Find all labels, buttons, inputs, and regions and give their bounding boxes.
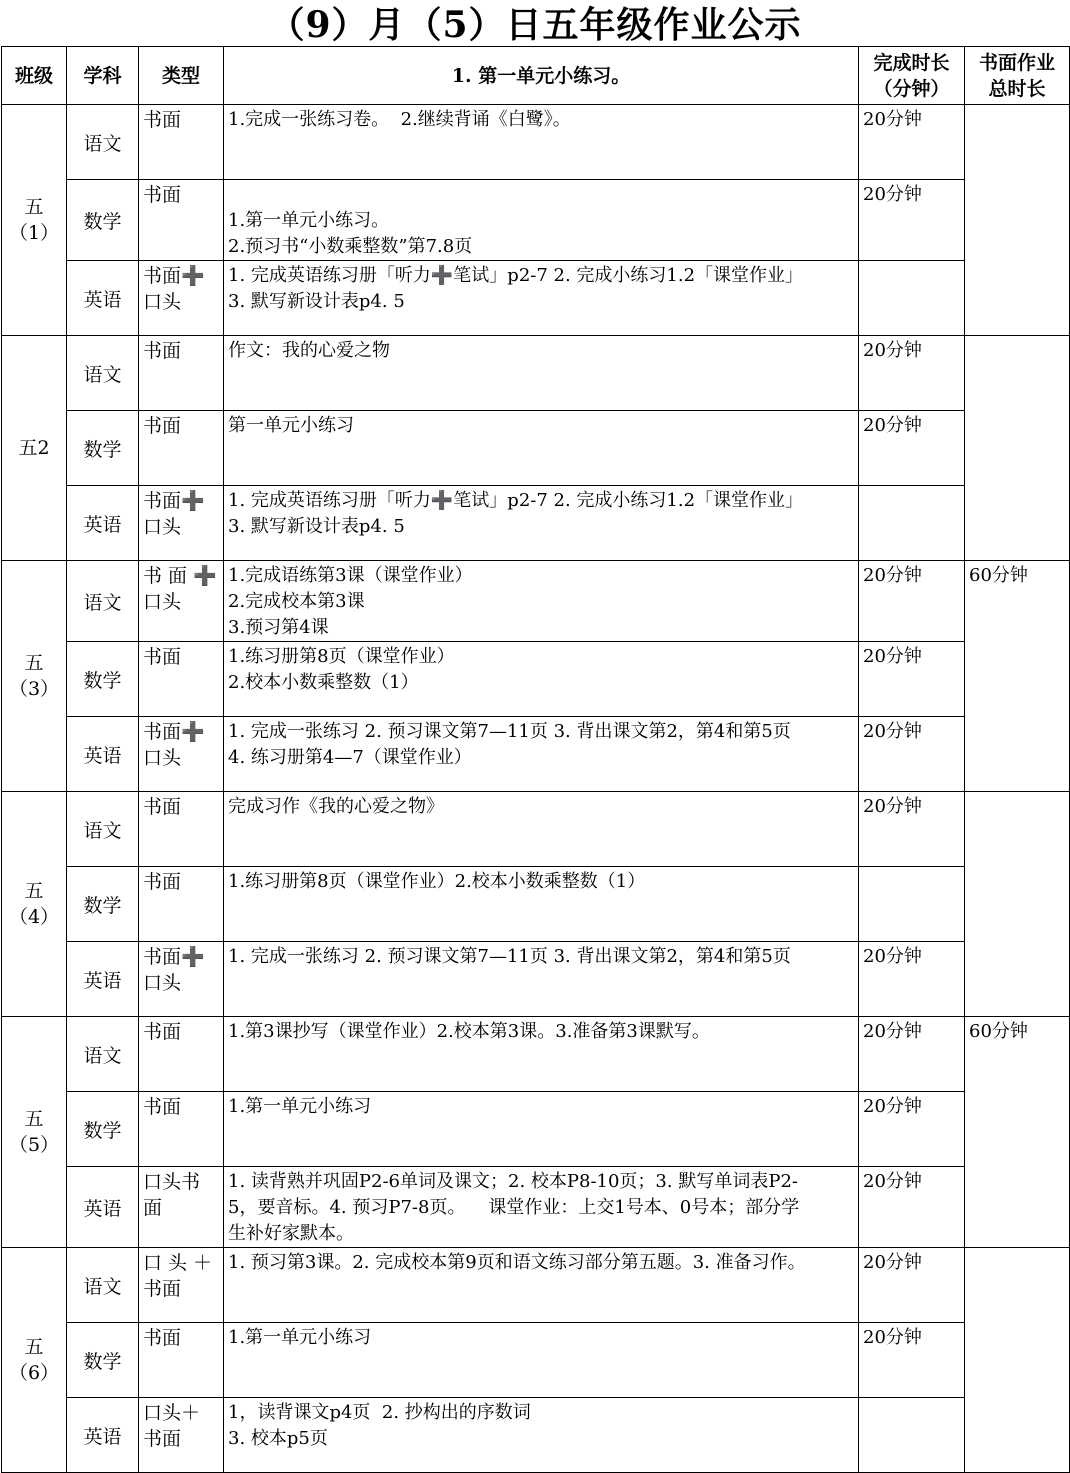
total-duration-cell: 60分钟 [965,561,1070,792]
type-cell: 书面➕ 口头 [139,942,224,1017]
table-row [2,792,1070,867]
header-total: 书面作业 总时长 [965,47,1070,105]
subject-cell: 语文 [67,792,139,867]
content-cell: 1.练习册第8页（课堂作业） 2.校本小数乘整数（1） [224,642,859,717]
type-cell: 书面 [139,1017,224,1092]
content-cell: 第一单元小练习 [224,411,859,486]
table-row [2,561,1070,642]
header-subject: 学科 [67,47,139,105]
duration-cell: 20分钟 [859,717,965,792]
page-title: （9）月（5）日五年级作业公示 [268,4,802,46]
duration-cell [859,261,965,336]
content-cell: 1.第一单元小练习 [224,1092,859,1167]
duration-cell: 20分钟 [859,1167,965,1248]
content-cell: 1.完成语练第3课（课堂作业） 2.完成校本第3课 3.预习第4课 [224,561,859,642]
type-cell: 书面➕ 口头 [139,486,224,561]
subject-cell: 数学 [67,642,139,717]
content-cell: 1. 完成英语练习册「听力➕笔试」p2-7 2. 完成小练习1.2「课堂作业」 3. 默写新设计表p4. 5 [224,261,859,336]
class-cell: 五 （5） [2,1017,67,1248]
duration-cell: 20分钟 [859,792,965,867]
type-cell: 书面 [139,642,224,717]
duration-cell [859,486,965,561]
subject-cell: 语文 [67,1017,139,1092]
duration-cell: 20分钟 [859,336,965,411]
class-cell: 五2 [2,336,67,561]
subject-cell: 英语 [67,717,139,792]
header-duration: 完成时长 （分钟） [859,47,965,105]
subject-cell: 英语 [67,942,139,1017]
duration-cell: 20分钟 [859,1017,965,1092]
type-cell: 书面 [139,867,224,942]
duration-cell: 20分钟 [859,105,965,180]
table-row [2,105,1070,180]
content-cell: 1. 完成一张练习 2. 预习课文第7—11页 3. 背出课文第2，第4和第5页 [224,942,859,1017]
table-row [2,261,1070,336]
duration-cell: 20分钟 [859,1323,965,1398]
duration-cell: 20分钟 [859,411,965,486]
total-duration-cell [965,1248,1070,1473]
subject-cell: 语文 [67,1248,139,1323]
total-duration-cell [965,792,1070,1017]
type-cell: 书面 [139,180,224,261]
type-cell: 书面 [139,105,224,180]
duration-cell: 20分钟 [859,180,965,261]
table-row [2,1248,1070,1323]
type-cell: 书面 [139,1323,224,1398]
duration-cell: 20分钟 [859,561,965,642]
type-cell: 书面 [139,792,224,867]
content-cell: 1.第3课抄写（课堂作业）2.校本第3课。3.准备第3课默写。 [224,1017,859,1092]
type-cell: 书面 [139,411,224,486]
header-row [2,47,1070,105]
type-cell: 书面 [139,1092,224,1167]
subject-cell: 英语 [67,1398,139,1473]
duration-cell: 20分钟 [859,942,965,1017]
content-cell: 1. 完成一张练习 2. 预习课文第7—11页 3. 背出课文第2，第4和第5页 4. 练习册第4—7（课堂作业） [224,717,859,792]
type-cell: 口头＋ 书面 [139,1398,224,1473]
total-duration-cell: 60分钟 [965,1017,1070,1248]
class-cell: 五 （1） [2,105,67,336]
table-row [2,1167,1070,1248]
duration-cell: 20分钟 [859,1248,965,1323]
table-row [2,1017,1070,1092]
content-cell: 1.第一单元小练习 [224,1323,859,1398]
duration-cell: 20分钟 [859,1092,965,1167]
duration-cell: 20分钟 [859,642,965,717]
content-cell: 完成习作《我的心爱之物》 [224,792,859,867]
type-cell: 书面➕ 口头 [139,261,224,336]
subject-cell: 英语 [67,486,139,561]
duration-cell [859,1398,965,1473]
subject-cell: 数学 [67,867,139,942]
table-row [2,1398,1070,1473]
header-content: 1. 第一单元小练习。 [224,47,859,105]
subject-cell: 英语 [67,1167,139,1248]
subject-cell: 数学 [67,1323,139,1398]
table-row [2,942,1070,1017]
header-class: 班级 [2,47,67,105]
subject-cell: 语文 [67,336,139,411]
table-row [2,180,1070,261]
table-body [2,105,1070,1473]
content-cell: 1，读背课文p4页 2. 抄构出的序数词 3. 校本p5页 [224,1398,859,1473]
homework-table [1,46,1070,1473]
table-row [2,486,1070,561]
table-row [2,642,1070,717]
type-cell: 书 面 ➕ 口头 [139,561,224,642]
content-cell: 1. 预习第3课。2. 完成校本第9页和语文练习部分第五题。3. 准备习作。 [224,1248,859,1323]
class-cell: 五 （3） [2,561,67,792]
table-row [2,336,1070,411]
total-duration-cell [965,336,1070,561]
duration-cell [859,867,965,942]
subject-cell: 数学 [67,1092,139,1167]
content-cell: 1.练习册第8页（课堂作业）2.校本小数乘整数（1） [224,867,859,942]
table-row [2,411,1070,486]
table-row [2,867,1070,942]
type-cell: 书面➕ 口头 [139,717,224,792]
subject-cell: 数学 [67,411,139,486]
content-cell: 1. 读背熟并巩固P2-6单词及课文；2. 校本P8-10页；3. 默写单词表P2- 5，要音标。4. 预习P7-8页。 课堂作业：上交1号本、0号本；部分学 生补好家默本。 [224,1167,859,1248]
content-cell: 作文：我的心爱之物 [224,336,859,411]
type-cell: 口 头 ＋ 书面 [139,1248,224,1323]
content-cell: 1.第一单元小练习。 2.预习书“小数乘整数”第7.8页 [224,180,859,261]
class-cell: 五 （4） [2,792,67,1017]
subject-cell: 数学 [67,180,139,261]
class-cell: 五 （6） [2,1248,67,1473]
total-duration-cell [965,105,1070,336]
subject-cell: 语文 [67,105,139,180]
type-cell: 口头书 面 [139,1167,224,1248]
table-row [2,1092,1070,1167]
content-cell: 1.完成一张练习卷。 2.继续背诵《白鹭》。 [224,105,859,180]
table-row [2,1323,1070,1398]
content-cell: 1. 完成英语练习册「听力➕笔试」p2-7 2. 完成小练习1.2「课堂作业」 3. 默写新设计表p4. 5 [224,486,859,561]
type-cell: 书面 [139,336,224,411]
header-type: 类型 [139,47,224,105]
table-row [2,717,1070,792]
subject-cell: 语文 [67,561,139,642]
subject-cell: 英语 [67,261,139,336]
